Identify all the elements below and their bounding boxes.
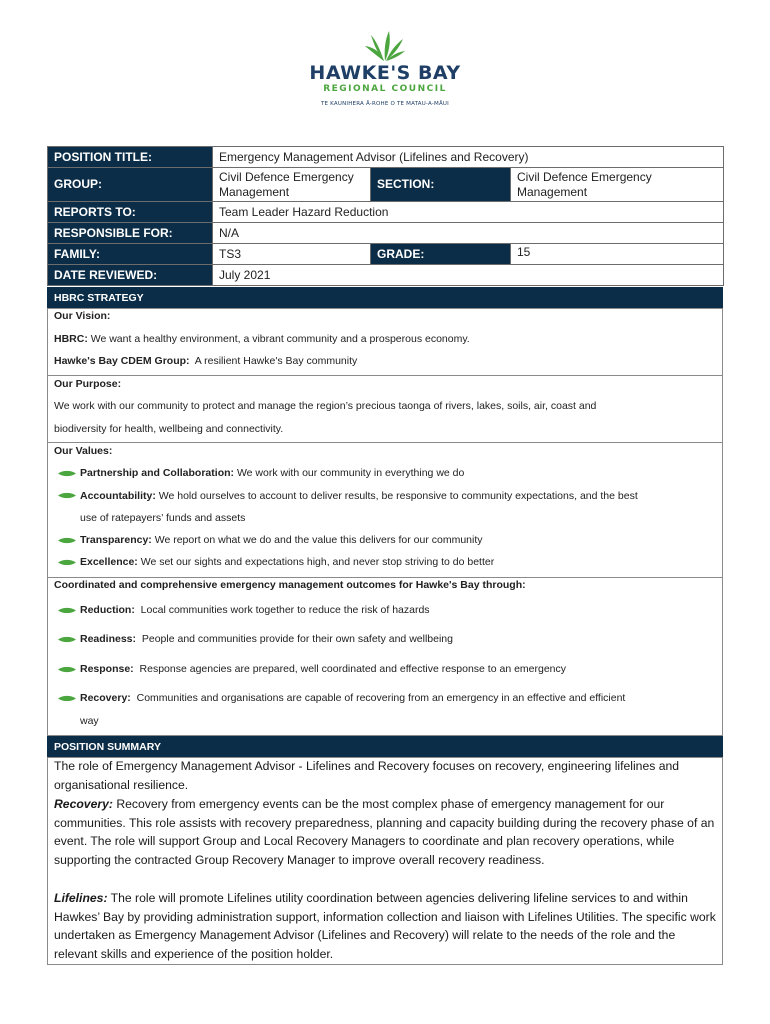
outcome-item-text: Local communities work together to reduce the risk of hazards (140, 604, 430, 616)
summary-recovery-label: Recovery: (54, 797, 113, 811)
cdem-vision-text: A resilient Hawke's Bay community (194, 355, 358, 367)
position-title-label: POSITION TITLE: (48, 147, 213, 168)
family-label: FAMILY: (48, 244, 213, 265)
outcome-item-text: People and communities provide for their own safety and wellbeing (141, 633, 453, 645)
hbrc-strategy-heading: HBRC STRATEGY (47, 287, 723, 308)
value-item (80, 466, 464, 480)
hbrc-vision-label: HBRC: (54, 333, 88, 345)
summary-lifelines-label: Lifelines: (54, 891, 108, 905)
family-value: TS3 (213, 244, 371, 265)
summary-lifelines-text: The role will promote Lifelines utility coordination between agencies delivering lifeline services to and within Hawkes’ Bay by providing administration support, information collection and liaison with Lifelines Utilities. The specific work undertaken as Emergency Management Advisor (Lifelines and Recovery) will relate to the needs of the role and the relevant skills and experience of the position holder. (54, 891, 716, 961)
leaf-bullet-icon (58, 492, 76, 499)
outcome-item-label: Recovery: (80, 692, 131, 704)
value-item-text: We report on what we do and the value this delivers for our community (154, 534, 483, 546)
value-item (80, 489, 638, 503)
position-summary-heading: POSITION SUMMARY (47, 736, 723, 757)
responsible-for-value: N/A (213, 223, 724, 244)
outcome-item (80, 662, 566, 676)
leaf-bullet-icon (58, 537, 76, 544)
position-title-value: Emergency Management Advisor (Lifelines and Recovery) (213, 147, 724, 168)
group-label: GROUP: (48, 168, 213, 202)
position-details-table (47, 146, 724, 286)
outcome-item-continued: way (80, 715, 99, 727)
leaf-bullet-icon (58, 559, 76, 566)
outcome-item (80, 603, 430, 617)
hbrc-logo (300, 30, 470, 112)
date-reviewed-value: July 2021 (213, 265, 724, 286)
summary-lifelines-paragraph (54, 889, 718, 963)
responsible-for-label: RESPONSIBLE FOR: (48, 223, 213, 244)
cdem-vision-label: Hawke's Bay CDEM Group: (54, 355, 190, 367)
leaf-bullet-icon (58, 666, 76, 673)
outcome-item-text: Communities and organisations are capable of recovering from an emergency in an effective and efficient (136, 692, 626, 704)
value-item-label: Partnership and Collaboration: (80, 467, 235, 479)
hbrc-vision-text: We want a healthy environment, a vibrant community and a prosperous economy. (90, 333, 470, 345)
value-item-label: Accountability: (80, 490, 156, 502)
table-row (48, 223, 724, 244)
outcome-item-text: Response agencies are prepared, well coordinated and effective response to an emergency (139, 663, 567, 675)
group-value: Civil Defence Emergency Management (213, 168, 371, 202)
summary-intro: The role of Emergency Management Advisor - Lifelines and Recovery focuses on recovery, engineering lifelines and organisational resilience. (54, 759, 680, 792)
reports-to-value: Team Leader Hazard Reduction (213, 202, 724, 223)
fern-leaves-icon (363, 30, 407, 62)
value-item (80, 533, 483, 547)
leaf-bullet-icon (58, 695, 76, 702)
vision-label: Our Vision: (54, 310, 111, 322)
outcome-item (80, 691, 625, 705)
table-row (48, 168, 724, 202)
table-row (48, 202, 724, 223)
value-item-text: We set our sights and expectations high, and never stop striving to do better (140, 556, 495, 568)
grade-value: 15 (511, 244, 724, 265)
grade-label: GRADE: (371, 244, 511, 265)
table-row (48, 244, 724, 265)
value-item-label: Transparency: (80, 534, 152, 546)
outcome-item (80, 632, 453, 646)
cdem-vision (54, 354, 357, 368)
outcomes-box (47, 577, 723, 736)
table-row (48, 265, 724, 286)
leaf-bullet-icon (58, 636, 76, 643)
outcome-item-label: Response: (80, 663, 134, 675)
table-row (48, 147, 724, 168)
hbrc-vision (54, 332, 470, 346)
section-label: SECTION: (371, 168, 511, 202)
purpose-text-line: We work with our community to protect and manage the region’s precious taonga of rivers, lakes, soils, air, coast and (54, 400, 597, 412)
value-item-text: We hold ourselves to account to deliver results, be responsive to community expectations, and the best (158, 490, 638, 502)
logo-subtitle: REGIONAL COUNCIL (323, 84, 447, 94)
value-item (80, 555, 494, 569)
date-reviewed-label: DATE REVIEWED: (48, 265, 213, 286)
summary-recovery-text: Recovery from emergency events can be the most complex phase of emergency management for our communities. This role assists with recovery preparedness, planning and capacity building during the recovery phase of an event. The role will support Group and Local Recovery Managers to coordinate and plan recovery operations, while supporting the contracted Group Recovery Manager to improve overall recovery readiness. (54, 797, 715, 867)
value-item-label: Excellence: (80, 556, 138, 568)
values-label: Our Values: (54, 445, 113, 457)
purpose-label: Our Purpose: (54, 378, 122, 390)
purpose-text-line: biodiversity for health, wellbeing and connectivity. (54, 423, 284, 435)
logo-name: HAWKE'S BAY (309, 62, 461, 84)
value-item-text: We work with our community in everything we do (236, 467, 465, 479)
leaf-bullet-icon (58, 470, 76, 477)
outcome-item-label: Readiness: (80, 633, 137, 645)
outcomes-heading: Coordinated and comprehensive emergency management outcomes for Hawke's Bay through: (54, 579, 526, 591)
outcome-item-label: Reduction: (80, 604, 135, 616)
leaf-bullet-icon (58, 607, 76, 614)
summary-recovery-paragraph (54, 795, 718, 869)
reports-to-label: REPORTS TO: (48, 202, 213, 223)
logo-maori-name: TE KAUNIHERA Ā-ROHE O TE MATAU-A-MĀUI (321, 101, 449, 107)
section-value: Civil Defence Emergency Management (511, 168, 724, 202)
value-item-continued: use of ratepayers’ funds and assets (80, 512, 246, 524)
